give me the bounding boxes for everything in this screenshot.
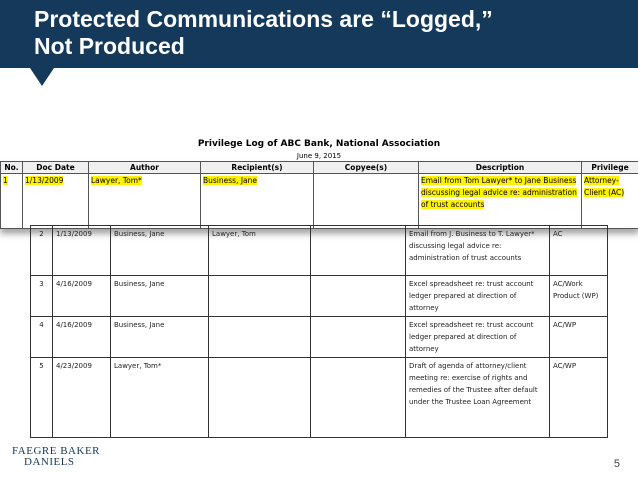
logo-line-1: FAEGRE BAKER [12,445,100,457]
page-number: 5 [613,458,620,470]
cell-privilege: AC [550,226,608,276]
cell-privilege: AC/Work Product (WP) [550,276,608,317]
highlight-no: 1 [3,176,8,185]
cell-copyee [314,174,419,229]
cell-date: 4/23/2009 [53,358,111,438]
cell-copyee [311,226,406,276]
privilege-log-header-table [0,161,638,229]
cell-no: 3 [31,276,53,317]
cell-description [419,174,582,229]
table-row [31,358,608,438]
cell-description: Email from J. Business to T. Lawyer* discussing legal advice re: administration of trust accounts [406,226,550,276]
logo-line-2: DANIELS [24,456,75,468]
cell-privilege: AC/WP [550,317,608,358]
cell-date [23,174,89,229]
highlight-author: Lawyer, Tom* [91,176,142,185]
table-row [31,276,608,317]
cell-author: Lawyer, Tom* [111,358,209,438]
cell-recipient [201,174,314,229]
cell-recipient [209,317,311,358]
cell-no: 2 [31,226,53,276]
table-row [31,226,608,276]
cell-copyee [311,276,406,317]
cell-no [1,174,23,229]
cell-recipient [209,276,311,317]
col-header-doc-date: Doc Date [23,162,89,174]
cell-date: 1/13/2009 [53,226,111,276]
cell-description: Draft of agenda of attorney/client meeting re: exercise of rights and remedies of the Trustee after default under the Trustee Loan Agreement [406,358,550,438]
header-row [1,162,638,174]
privilege-log-date: June 9, 2015 [296,152,342,160]
header-notch [30,68,54,86]
company-logo [12,446,100,468]
col-header-no: No. [1,162,23,174]
cell-description: Excel spreadsheet re: trust account ledger prepared at direction of attorney [406,276,550,317]
slide-title [34,6,624,60]
col-header-description: Description [419,162,582,174]
cell-privilege [582,174,638,229]
title-line-2: Not Produced [34,33,185,59]
cell-date: 4/16/2009 [53,317,111,358]
cell-no: 4 [31,317,53,358]
highlighted-row [1,174,638,229]
cell-author: Business, Jane [111,226,209,276]
title-line-1: Protected Communications are “Logged,” [34,6,493,32]
col-header-copyees: Copyee(s) [314,162,419,174]
privilege-log-table [30,225,608,438]
cell-date: 4/16/2009 [53,276,111,317]
cell-copyee [311,358,406,438]
cell-author [89,174,201,229]
privilege-log-title: Privilege Log of ABC Bank, National Association [197,139,441,149]
cell-author: Business, Jane [111,276,209,317]
cell-no: 5 [31,358,53,438]
col-header-privilege: Privilege [582,162,638,174]
col-header-author: Author [89,162,201,174]
cell-author: Business, Jane [111,317,209,358]
cell-copyee [311,317,406,358]
highlight-privilege: Attorney-Client (AC) [584,176,625,197]
highlight-description: Email from Tom Lawyer* to Jane Business discussing legal advice re: administration of trust accounts [421,176,577,209]
cell-recipient [209,358,311,438]
cell-recipient: Lawyer, Tom [209,226,311,276]
cell-privilege: AC/WP [550,358,608,438]
cell-description: Excel spreadsheet re: trust account ledger prepared at direction of attorney [406,317,550,358]
col-header-recipients: Recipient(s) [201,162,314,174]
table-row [31,317,608,358]
highlight-recipient: Business, Jane [203,176,258,185]
highlight-date: 1/13/2009 [25,176,64,185]
